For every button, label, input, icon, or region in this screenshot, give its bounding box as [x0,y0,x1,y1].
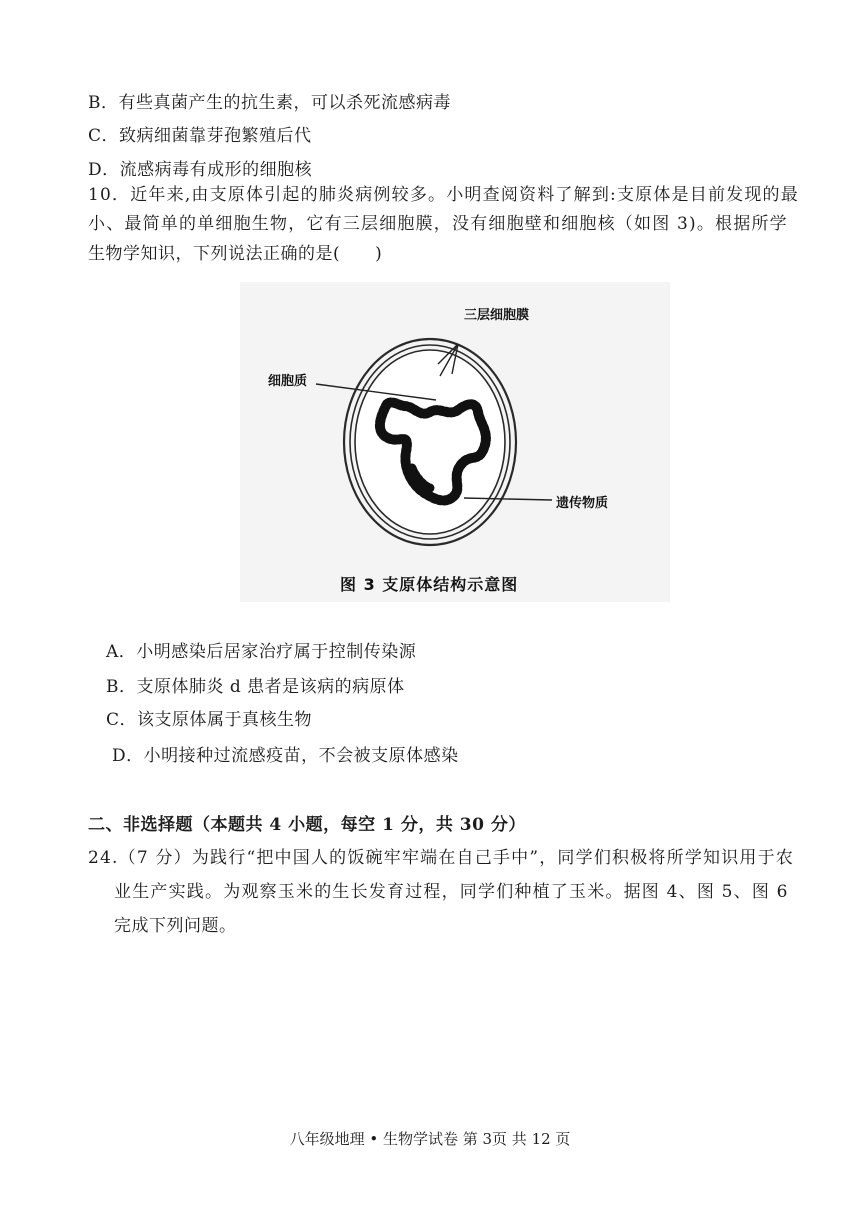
q10-option-c: C．该支原体属于真核生物 [106,710,313,730]
q9-option-d: D．流感病毒有成形的细胞核 [88,160,313,180]
q10-stem-line-2: 小、最简单的单细胞生物，它有三层细胞膜，没有细胞壁和细胞核（如图 3)。根据所学 [88,214,788,234]
label-three-membranes: 三层细胞膜 [464,308,530,323]
q10-option-b: B．支原体肺炎 d 患者是该病的病原体 [106,677,405,697]
q9-option-b: B．有些真菌产生的抗生素，可以杀死流感病毒 [88,93,451,113]
q10-stem-line-1: 10．近年来,由支原体引起的肺炎病例较多。小明查阅资料了解到:支原体是目前发现的最 [88,185,799,205]
q9-option-c: C．致病细菌靠芽孢繁殖后代 [88,126,312,146]
label-genetic-material: 遗传物质 [556,496,609,511]
q10-option-a: A．小明感染后居家治疗属于控制传染源 [106,642,417,662]
figure-caption: 图 3 支原体结构示意图 [340,575,519,594]
mycoplasma-structure-figure [240,282,670,602]
label-cytoplasm: 细胞质 [268,374,308,389]
q10-stem-line-3: 生物学知识，下列说法正确的是( ) [88,244,383,264]
page-footer: 八年级地理 • 生物学试卷 第 3页 共 12 页 [289,1130,571,1148]
mycoplasma-diagram [240,282,670,602]
q10-option-d: D．小明接种过流感疫苗，不会被支原体感染 [112,746,459,766]
section-2-heading: 二、非选择题（本题共 4 小题，每空 1 分，共 30 分） [88,815,526,835]
q24-line-3: 完成下列问题。 [114,916,237,936]
q24-line-1: 24.（7 分）为践行“把中国人的饭碗牢牢端在自己手中”，同学们积极将所学知识用于农 [88,848,795,868]
q24-line-2: 业生产实践。为观察玉米的生长发育过程，同学们种植了玉米。据图 4、图 5、图 6 [114,882,789,902]
